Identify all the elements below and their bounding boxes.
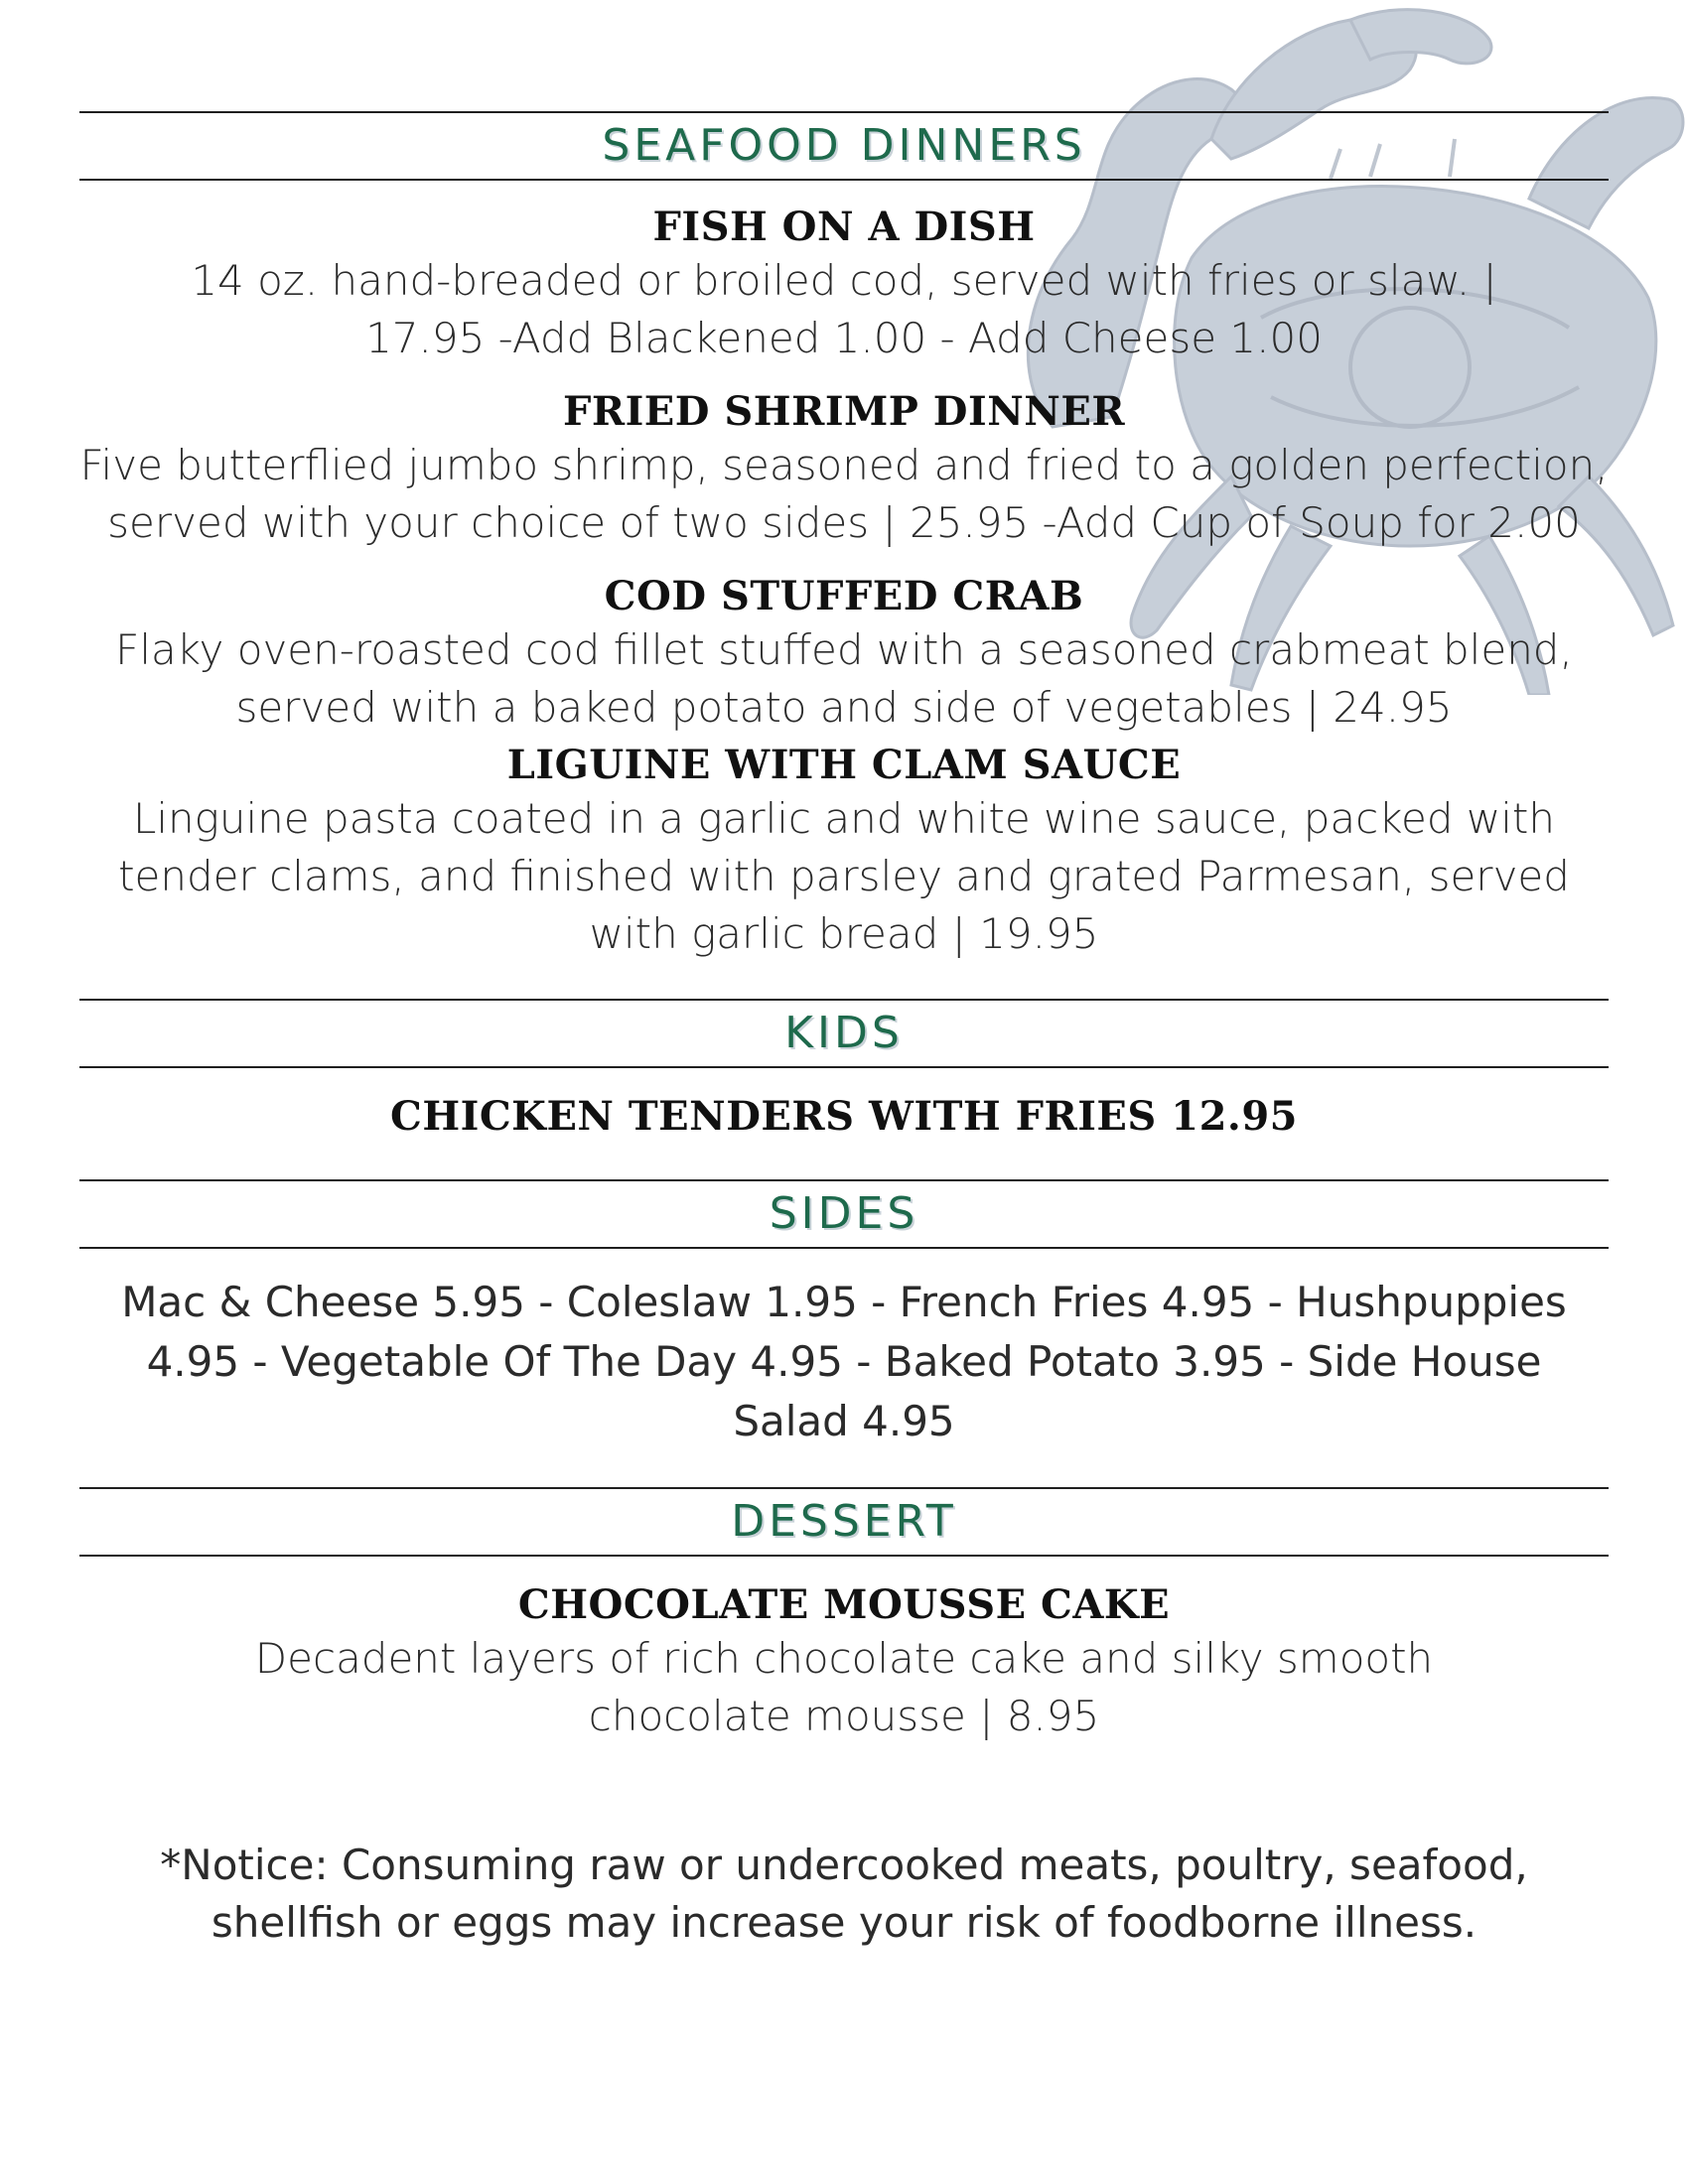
item-description: Linguine pasta coated in a garlic and white wine sauce, packed with tender clams, and finished with parsley and grated Parmesan, served with garlic bread | 19.95 — [118, 794, 1570, 958]
section-header-dessert — [79, 1487, 1609, 1557]
item-description: 14 oz. hand-breaded or broiled cod, served with fries or slaw. | 17.95 -Add Blackened 1.00 - Add Cheese 1.00 — [191, 256, 1497, 362]
menu-item-fried-shrimp-dinner — [79, 387, 1609, 552]
menu-item-cod-stuffed-crab — [79, 572, 1609, 737]
menu-item-chicken-tenders — [79, 1092, 1609, 1142]
section-title: SEAFOOD DINNERS — [602, 120, 1086, 171]
item-name: LIGUINE WITH CLAM SAUCE — [506, 742, 1182, 788]
menu-item-chocolate-mousse-cake — [79, 1580, 1609, 1745]
section-title: KIDS — [784, 1008, 904, 1058]
food-safety-notice: *Notice: Consuming raw or undercooked meats, poultry, seafood, shellfish or eggs may increase your risk of foodborne illness. — [160, 1841, 1528, 1947]
item-name: CHICKEN TENDERS WITH FRIES 12.95 — [390, 1093, 1298, 1140]
item-description: Five butterflied jumbo shrimp, seasoned and fried to a golden perfection, served with your choice of two sides | 25.95 -Add Cup of Soup for 2.00 — [79, 441, 1609, 547]
item-name: FISH ON A DISH — [652, 204, 1036, 250]
section-title: DESSERT — [731, 1496, 957, 1547]
menu-item-liguine-with-clam-sauce — [79, 741, 1609, 963]
menu-content — [79, 111, 1609, 1952]
section-title: SIDES — [769, 1188, 919, 1239]
menu-item-fish-on-a-dish — [79, 203, 1609, 367]
section-header-sides — [79, 1179, 1609, 1249]
section-header-kids — [79, 999, 1609, 1068]
item-description: Flaky oven-roasted cod fillet stuffed with a seasoned crabmeat blend, served with a baked potato and side of vegetables | 24.95 — [115, 625, 1573, 732]
item-description: Decadent layers of rich chocolate cake and silky smooth chocolate mousse | 8.95 — [254, 1634, 1434, 1740]
sides-list: Mac & Cheese 5.95 - Coleslaw 1.95 - French Fries 4.95 - Hushpuppies 4.95 - Vegetable Of The Day 4.95 - Baked Potato 3.95 - Side House Salad 4.95 — [121, 1278, 1567, 1445]
item-name: FRIED SHRIMP DINNER — [562, 388, 1126, 435]
item-name: CHOCOLATE MOUSSE CAKE — [517, 1581, 1171, 1628]
item-name: COD STUFFED CRAB — [604, 573, 1084, 619]
section-header-seafood-dinners — [79, 111, 1609, 181]
